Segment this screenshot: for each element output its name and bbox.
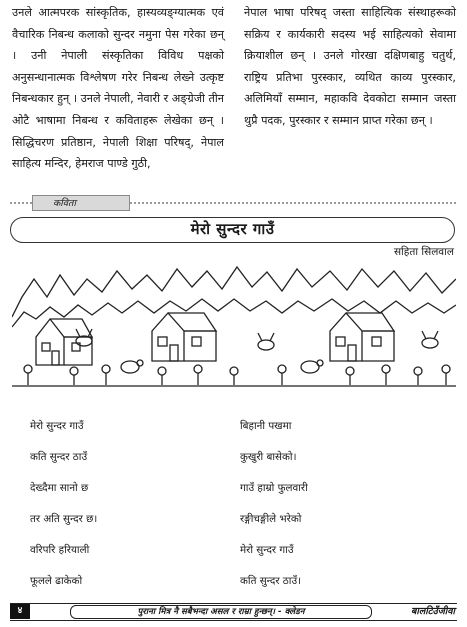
house-sketch [152, 313, 216, 361]
page-footer [10, 603, 457, 621]
magazine-name: बालटिउँजीवा [410, 606, 455, 617]
poem-line: बिहानी पखमा [240, 420, 292, 432]
child-village-drawing [12, 257, 456, 390]
poem-line: तर अति सुन्दर छ। [30, 513, 98, 525]
intro-right-paragraph: नेपाल भाषा परिषद् जस्ता साहित्यिक संस्थाहरूको सक्रिय र कार्यकारी सदस्य भई साहित्यको सेवामा क्रियाशील छन् । उनले गोरखा दक्षिणबाहु चतुर्थ, राष्ट्रिय प्रतिभा पुरस्कार, व्यथित काव्य पुरस्कार, अलिमियाँ सम्मान, महाकवि देवकोटा सम्मान जस्ता थुप्रै पदक, पुरस्कार र सम्मान प्राप्त गरेका छन् । [244, 6, 456, 127]
poem-line: रङ्गीचङ्गीले भरेको [240, 513, 302, 525]
poem-author: सहिता सिलवाल [393, 246, 454, 258]
flowers-row [24, 365, 450, 385]
mountains-sketch [12, 267, 456, 317]
bird-sketch [121, 360, 143, 373]
poem-line: कति सुन्दर ठाउँ। [240, 575, 302, 587]
intro-left-column [12, 2, 224, 175]
intro-left-paragraph: उनले आत्मपरक सांस्कृतिक, हास्यव्यङ्ग्यात्मक एवं वैचारिक निबन्ध कलाको सुन्दर नमुना पेस गरेका छन् । उनी नेपाली संस्कृतिका विविध पक्षको अनुसन्धानात्मक विश्लेषण गरेर निबन्ध लेख्ने उत्कृष्ट निबन्धकार हुन् । उनले नेपाली, नेवारी र अङ्ग्रेजी तीन ओटै भाषामा निबन्ध र कविताहरू लेखेका छन् । सिद्धिचरण प्रतिष्ठान, नेपाली शिक्षा परिषद्, नेपाल साहित्य मन्दिर, हेमराज पाण्डे गुठी, [12, 6, 224, 171]
page-number: ४ [10, 604, 30, 619]
house-sketch [36, 319, 92, 365]
poem-line: वरिपरि हरियाली [30, 544, 90, 556]
poem-title: मेरो सुन्दर गाउँ [10, 217, 455, 243]
section-label: कविता [32, 195, 130, 211]
poem-line: फूलले ढाकेको [30, 575, 83, 587]
poem-line: मेरो सुन्दर गाउँ [240, 544, 294, 556]
bee-sketch [258, 333, 274, 350]
poem-line: मेरो सुन्दर गाउँ [30, 420, 84, 432]
poem-line: गाउँ हाम्रो फुलवारी [240, 482, 308, 494]
intro-right-column [244, 2, 456, 132]
poem-line: देख्दैमा सानो छ [30, 482, 89, 494]
poem-line: कति सुन्दर ठाउँ [30, 451, 88, 463]
poem-line: कुखुरी बासेको। [240, 451, 297, 463]
poem-stanza-left [30, 418, 97, 604]
footer-quote: पुराना मित्र नै सबैभन्दा असल र राम्रा हुन्छन्। ‐ क्लेडन [70, 605, 372, 619]
house-sketch [330, 313, 394, 361]
bee-sketch [422, 331, 438, 348]
poem-stanza-right [240, 418, 308, 604]
bird-sketch [301, 360, 323, 373]
section-divider [10, 196, 456, 210]
